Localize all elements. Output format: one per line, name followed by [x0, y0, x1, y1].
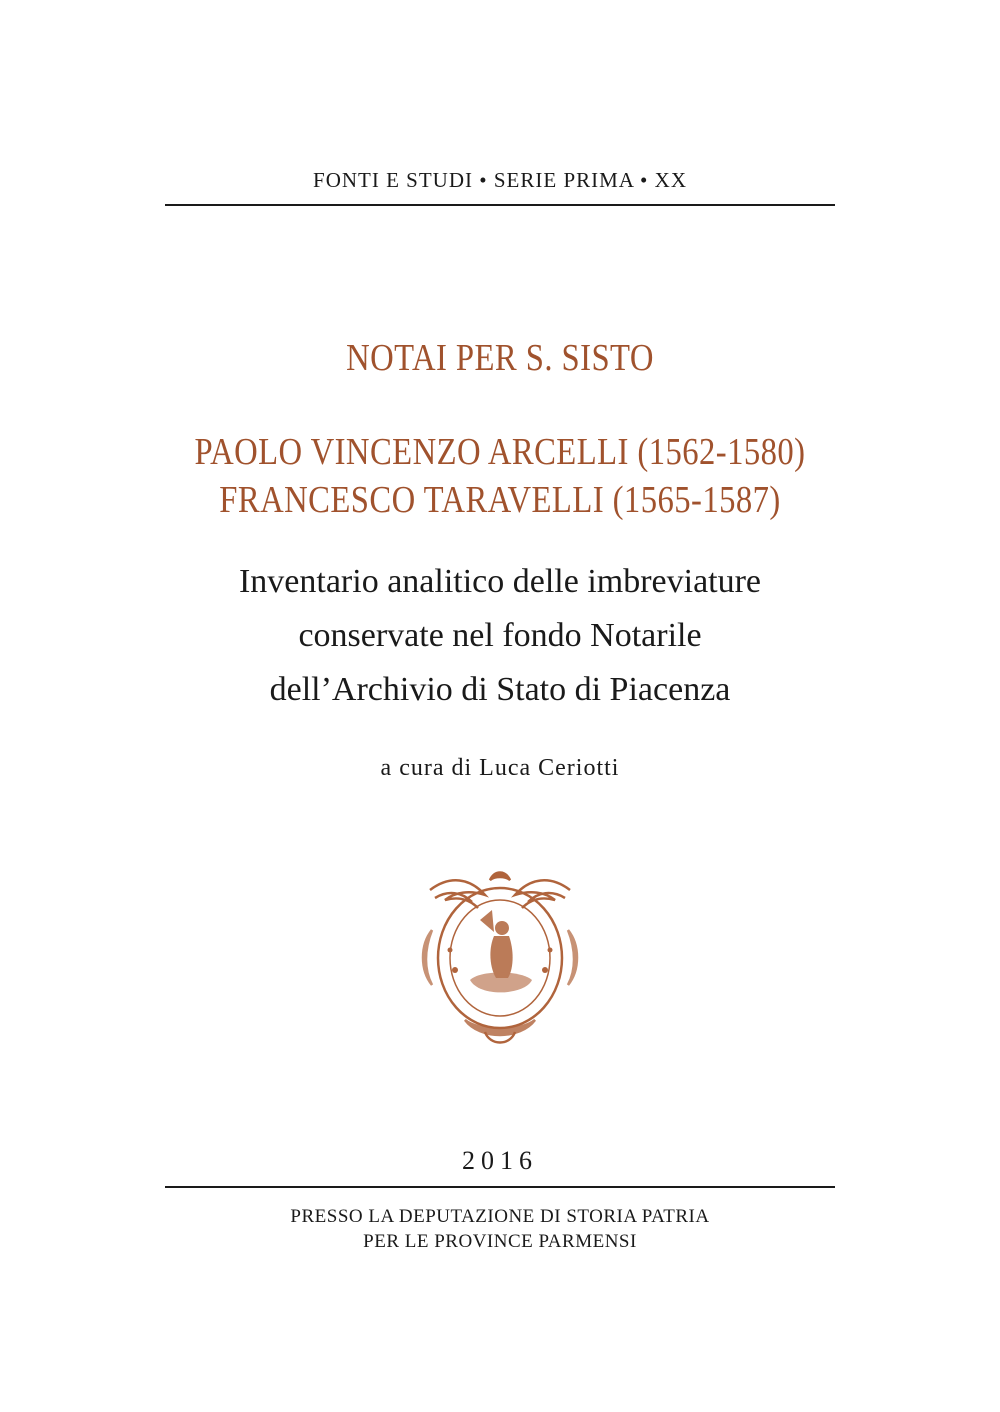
publisher-line-1: PRESSO LA DEPUTAZIONE DI STORIA PATRIA [290, 1206, 710, 1227]
description-line-2: conservate nel fondo Notarile [298, 617, 702, 654]
bottom-rule [165, 1186, 835, 1188]
description-line-3: dell’Archivio di Stato di Piacenza [269, 671, 731, 708]
publisher-line-2: PER LE PROVINCE PARMENSI [363, 1231, 637, 1252]
publication-year: 2016 [462, 1146, 538, 1175]
title-line-1: PAOLO VINCENZO ARCELLI (1562-1580) [194, 431, 806, 473]
heraldic-emblem-icon [410, 860, 590, 1050]
book-subtitle-names [70, 428, 930, 524]
editor-credit: a cura di Luca Ceriotti [380, 755, 620, 781]
description-line-1: Inventario analitico delle imbreviature [238, 563, 762, 600]
title-line-2: FRANCESCO TARAVELLI (1565-1587) [219, 479, 781, 521]
book-description [0, 555, 1000, 717]
book-title: NOTAI PER S. SISTO [346, 337, 654, 379]
publisher [0, 1204, 1000, 1254]
series-heading: FONTI E STUDI • SERIE PRIMA • XX [313, 168, 687, 192]
top-rule [165, 204, 835, 206]
